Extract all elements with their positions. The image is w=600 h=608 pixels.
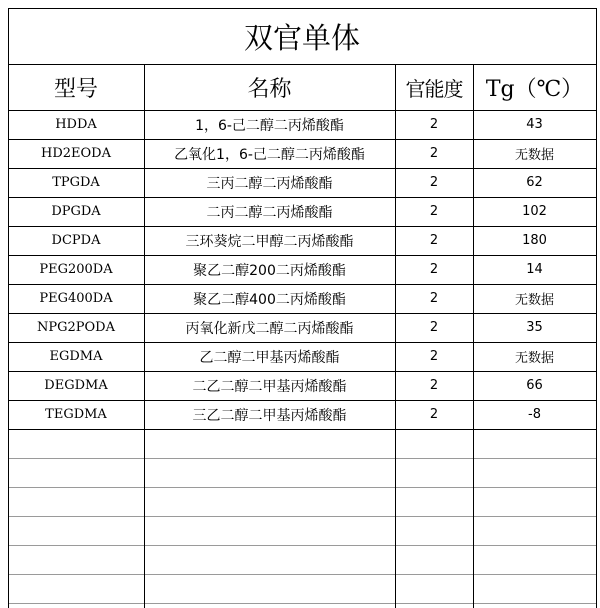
cell-name[interactable]: 二丙二醇二丙烯酸酯 (206, 204, 333, 221)
row-divider (8, 342, 596, 343)
cell-model[interactable]: EGDMA (49, 349, 103, 364)
cell-name[interactable]: 三环葵烷二甲醇二丙烯酸酯 (185, 233, 354, 250)
empty-cell[interactable] (473, 545, 596, 574)
empty-cell[interactable] (8, 574, 144, 603)
row-divider (8, 458, 596, 459)
row-divider (8, 516, 596, 517)
cell-tg[interactable]: 35 (526, 320, 543, 335)
empty-cell[interactable] (473, 574, 596, 603)
empty-cell[interactable] (473, 487, 596, 516)
cell-name[interactable]: 丙氧化新戊二醇二丙烯酸酯 (185, 320, 354, 337)
row-divider (8, 487, 596, 488)
row-divider (8, 8, 596, 9)
cell-model[interactable]: TEGDMA (45, 407, 107, 422)
empty-cell[interactable] (144, 516, 395, 545)
header-name[interactable]: 名称 (247, 76, 292, 102)
header-tg[interactable]: Tg（℃） (485, 76, 584, 102)
cell-model[interactable]: PEG400DA (39, 291, 113, 306)
cell-tg[interactable]: 66 (526, 378, 543, 393)
row-divider (8, 545, 596, 546)
cell-name[interactable]: 乙二醇二甲基丙烯酸酯 (199, 349, 340, 366)
row-divider (8, 110, 596, 111)
cell-functionality[interactable]: 2 (429, 146, 439, 161)
empty-cell[interactable] (395, 487, 473, 516)
row-divider (8, 313, 596, 314)
empty-cell[interactable] (473, 516, 596, 545)
cell-tg[interactable]: 14 (526, 262, 543, 277)
row-divider (8, 255, 596, 256)
empty-cell[interactable] (8, 516, 144, 545)
cell-model[interactable]: DEGDMA (44, 378, 108, 393)
cell-model[interactable]: DCPDA (51, 233, 101, 248)
cell-tg[interactable]: 62 (526, 175, 543, 190)
empty-cell[interactable] (144, 574, 395, 603)
column-divider (144, 64, 145, 608)
header-functionality[interactable]: 官能度 (405, 76, 463, 101)
row-divider (8, 371, 596, 372)
header-model[interactable]: 型号 (53, 76, 98, 102)
table-title[interactable]: 双官单体 (243, 20, 360, 55)
cell-tg[interactable]: 无数据 (514, 293, 554, 308)
row-divider (8, 139, 596, 140)
cell-functionality[interactable]: 2 (429, 117, 439, 132)
cell-tg[interactable]: 无数据 (514, 148, 554, 163)
cell-model[interactable]: PEG200DA (39, 262, 113, 277)
cell-tg[interactable]: 无数据 (514, 351, 554, 366)
cell-functionality[interactable]: 2 (429, 233, 439, 248)
cell-tg[interactable]: 180 (522, 233, 547, 248)
cell-functionality[interactable]: 2 (429, 407, 439, 422)
cell-functionality[interactable]: 2 (429, 175, 439, 190)
cell-name[interactable]: 聚乙二醇200二丙烯酸酯 (193, 262, 346, 279)
empty-cell[interactable] (8, 458, 144, 487)
empty-cell[interactable] (395, 574, 473, 603)
row-divider (8, 429, 596, 430)
row-divider (8, 603, 596, 604)
cell-model[interactable]: HDDA (55, 117, 97, 132)
cell-model[interactable]: HD2EODA (41, 146, 111, 161)
cell-name[interactable]: 乙氧化1，6-己二醇二丙烯酸酯 (174, 146, 365, 163)
row-divider (8, 64, 596, 65)
cell-functionality[interactable]: 2 (429, 320, 439, 335)
empty-cell[interactable] (8, 545, 144, 574)
row-divider (8, 400, 596, 401)
empty-cell[interactable] (8, 487, 144, 516)
cell-model[interactable]: TPGDA (52, 175, 100, 190)
empty-cell[interactable] (144, 487, 395, 516)
cell-model[interactable]: NPG2PODA (37, 320, 115, 335)
row-divider (8, 574, 596, 575)
cell-functionality[interactable]: 2 (429, 378, 439, 393)
cell-name[interactable]: 二乙二醇二甲基丙烯酸酯 (192, 378, 347, 395)
cell-name[interactable]: 1，6-己二醇二丙烯酸酯 (195, 117, 344, 134)
cell-tg[interactable]: 102 (522, 204, 547, 219)
empty-cell[interactable] (473, 429, 596, 458)
cell-functionality[interactable]: 2 (429, 262, 439, 277)
cell-name[interactable]: 三丙二醇二丙烯酸酯 (206, 175, 333, 192)
cell-model[interactable]: DPGDA (51, 204, 101, 219)
empty-cell[interactable] (473, 458, 596, 487)
row-divider (8, 284, 596, 285)
cell-name[interactable]: 聚乙二醇400二丙烯酸酯 (193, 291, 346, 308)
column-divider (395, 64, 396, 608)
row-divider (8, 197, 596, 198)
cell-functionality[interactable]: 2 (429, 291, 439, 306)
cell-functionality[interactable]: 2 (429, 204, 439, 219)
empty-cell[interactable] (144, 545, 395, 574)
cell-name[interactable]: 三乙二醇二甲基丙烯酸酯 (192, 407, 347, 424)
cell-tg[interactable]: -8 (528, 407, 541, 422)
empty-cell[interactable] (144, 429, 395, 458)
empty-cell[interactable] (395, 545, 473, 574)
cell-tg[interactable]: 43 (526, 117, 543, 132)
empty-cell[interactable] (395, 429, 473, 458)
empty-cell[interactable] (8, 429, 144, 458)
row-divider (8, 168, 596, 169)
empty-cell[interactable] (395, 458, 473, 487)
row-divider (8, 226, 596, 227)
empty-cell[interactable] (144, 458, 395, 487)
column-divider (596, 8, 597, 608)
cell-functionality[interactable]: 2 (429, 349, 439, 364)
empty-cell[interactable] (395, 516, 473, 545)
column-divider (473, 64, 474, 608)
column-divider (8, 8, 9, 608)
